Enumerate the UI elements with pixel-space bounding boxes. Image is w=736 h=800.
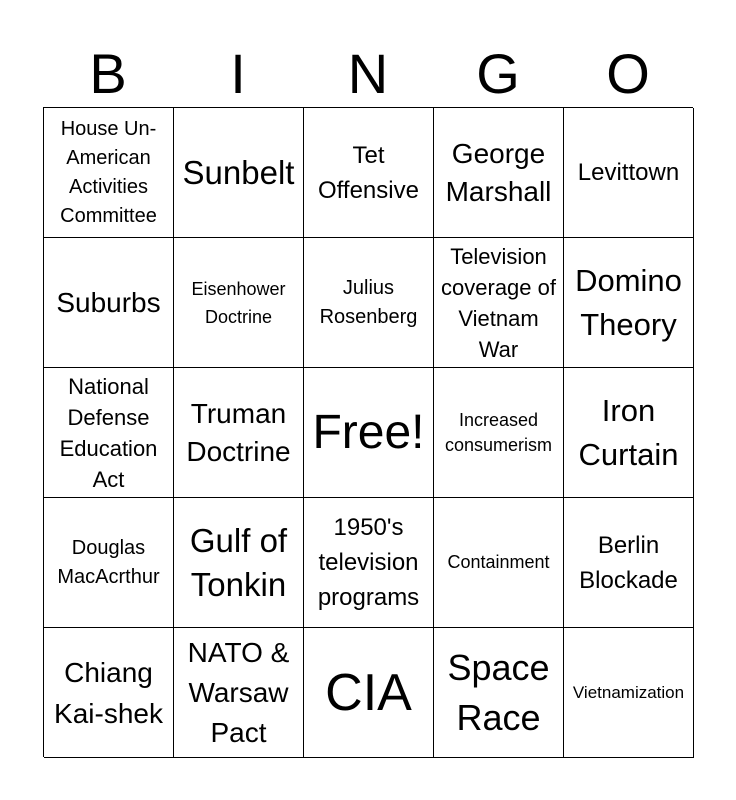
bingo-cell[interactable]	[174, 238, 304, 368]
cell-text: Increased consumerism	[444, 409, 553, 455]
cell-text: CIA	[325, 663, 412, 722]
cell-text: Levittown	[577, 159, 680, 186]
cell-text: George Marshall	[445, 137, 552, 207]
cell-text: Eisenhower Doctrine	[191, 278, 286, 327]
bingo-cell[interactable]	[44, 238, 174, 368]
bingo-cell[interactable]	[434, 498, 564, 628]
bingo-cell[interactable]	[564, 498, 694, 628]
cell-text: Iron Curtain	[578, 392, 679, 472]
cell-text: Douglas MacAcrthur	[57, 536, 160, 588]
header-letter-o: O	[606, 42, 650, 105]
cell-text: Berlin Blockade	[579, 531, 678, 594]
cell-text: Chiang Kai-shek	[54, 656, 163, 729]
header-letter-n: N	[347, 42, 389, 105]
cell-text: Containment	[447, 552, 550, 572]
bingo-cell[interactable]	[44, 628, 174, 758]
bingo-cell[interactable]	[564, 238, 694, 368]
bingo-cell[interactable]	[44, 368, 174, 498]
bingo-cell[interactable]	[304, 238, 434, 368]
bingo-cell[interactable]	[304, 498, 434, 628]
cell-text: Tet Offensive	[318, 141, 419, 204]
bingo-cell[interactable]	[174, 498, 304, 628]
cell-text: Suburbs	[56, 286, 161, 318]
cell-text: National Defense Education Act	[59, 373, 158, 492]
cell-text: Television coverage of Vietnam War	[441, 243, 556, 362]
bingo-cell[interactable]	[564, 368, 694, 498]
bingo-cell[interactable]	[564, 628, 694, 758]
bingo-cell[interactable]	[304, 628, 434, 758]
bingo-cell[interactable]	[434, 238, 564, 368]
bingo-cell[interactable]	[434, 628, 564, 758]
cell-text: Julius Rosenberg	[319, 276, 418, 328]
bingo-cell[interactable]	[174, 368, 304, 498]
cell-text: House Un-American Activities Committee	[60, 117, 157, 227]
cell-text: Vietnamization	[572, 682, 685, 702]
free-space-text: Free!	[312, 405, 425, 459]
bingo-header	[43, 40, 693, 108]
cell-text: Domino Theory	[575, 262, 682, 342]
cell-text: Sunbelt	[182, 153, 295, 191]
cell-text: NATO & Warsaw Pact	[187, 636, 290, 748]
bingo-cell[interactable]	[434, 108, 564, 238]
header-letter-g: G	[476, 42, 520, 105]
bingo-cell[interactable]	[174, 628, 304, 758]
cell-text: Truman Doctrine	[186, 397, 291, 467]
bingo-cell[interactable]	[174, 108, 304, 238]
header-letter-b: B	[89, 42, 127, 105]
bingo-cell[interactable]	[44, 498, 174, 628]
free-space-cell[interactable]	[304, 368, 434, 498]
cell-text: Space Race	[447, 646, 550, 738]
cell-text: Gulf of Tonkin	[189, 521, 288, 603]
header-letter-i: I	[230, 42, 246, 105]
bingo-cell[interactable]	[564, 108, 694, 238]
bingo-cell[interactable]	[44, 108, 174, 238]
cell-text: 1950's television programs	[317, 514, 420, 611]
bingo-cell[interactable]	[304, 108, 434, 238]
bingo-grid	[43, 107, 693, 757]
bingo-cell[interactable]	[434, 368, 564, 498]
